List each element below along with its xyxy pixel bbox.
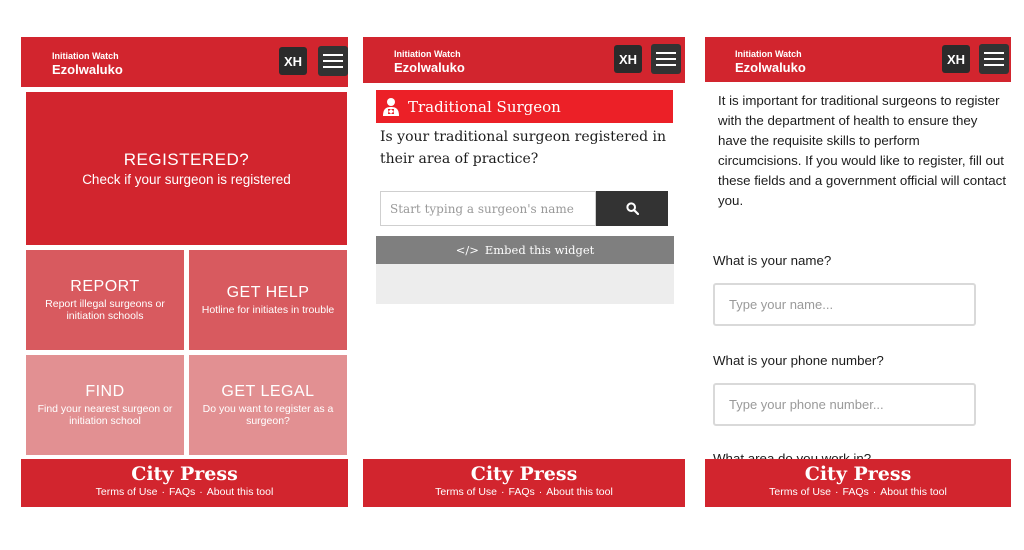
top-bar <box>363 37 685 83</box>
search-button[interactable] <box>596 191 668 226</box>
app-brand[interactable] <box>394 50 465 74</box>
brand-subtitle: Initiation Watch <box>394 49 461 59</box>
home-screen <box>21 37 348 507</box>
register-form-screen <box>705 37 1011 507</box>
city-press-logo[interactable]: City Press <box>131 463 238 485</box>
search-icon <box>626 202 639 215</box>
tile-subtitle: Find your nearest surgeon or initiation school <box>37 402 173 427</box>
phone-label: What is your phone number? <box>713 353 884 368</box>
get-help-tile[interactable] <box>189 250 347 350</box>
about-link[interactable]: About this tool <box>880 485 947 498</box>
top-bar <box>705 37 1011 82</box>
separator: · <box>835 485 839 498</box>
tile-title: REPORT <box>70 277 140 295</box>
brand-subtitle: Initiation Watch <box>735 49 802 59</box>
brand-title: Ezolwaluko <box>52 62 123 77</box>
tile-title: REGISTERED? <box>123 149 250 169</box>
footer <box>363 459 685 507</box>
separator: · <box>161 485 166 498</box>
surgeon-search-screen <box>363 37 685 507</box>
faqs-link[interactable]: FAQs <box>842 485 869 498</box>
language-button[interactable]: XH <box>942 45 970 73</box>
separator: · <box>199 485 203 498</box>
city-press-logo[interactable]: City Press <box>804 463 912 485</box>
surgeon-search-input[interactable]: Start typing a surgeon's name <box>380 191 596 226</box>
footer-links <box>21 486 348 498</box>
register-intro-text: It is important for traditional surgeons to register with the department of health to ensure they have the requisite skills to perform circumcisions. If you would like to register, fill out these fields and a government official will contact you. <box>718 93 1007 208</box>
tile-subtitle: Check if your surgeon is registered <box>82 171 291 187</box>
section-header <box>376 90 673 123</box>
get-legal-tile[interactable] <box>189 355 347 455</box>
question-text: Is your traditional surgeon registered in their area of practice? <box>380 129 667 167</box>
footer <box>705 459 1011 507</box>
terms-link[interactable]: Terms of Use <box>435 485 498 498</box>
app-brand[interactable] <box>52 52 123 76</box>
about-link[interactable]: About this tool <box>206 485 274 498</box>
name-label: What is your name? <box>713 253 832 268</box>
separator: · <box>872 485 877 498</box>
tile-subtitle: Report illegal surgeons or initiation schools <box>45 297 165 322</box>
language-button[interactable]: XH <box>614 45 642 73</box>
faqs-link[interactable]: FAQs <box>169 485 196 498</box>
tile-subtitle: Do you want to register as a surgeon? <box>202 402 334 427</box>
terms-link[interactable]: Terms of Use <box>95 485 158 498</box>
hamburger-menu-icon[interactable] <box>318 46 348 76</box>
footer-links <box>363 486 685 498</box>
app-brand[interactable] <box>735 50 806 74</box>
language-button[interactable]: XH <box>279 47 307 75</box>
city-press-logo[interactable]: City Press <box>470 463 578 485</box>
registered-tile[interactable] <box>26 92 347 245</box>
footer <box>21 459 348 507</box>
phone-field[interactable]: Type your phone number... <box>713 383 976 426</box>
report-tile[interactable] <box>26 250 184 350</box>
tile-subtitle: Hotline for initiates in trouble <box>201 303 335 316</box>
brand-subtitle: Initiation Watch <box>52 51 119 61</box>
name-field[interactable]: Type your name... <box>713 283 976 326</box>
hamburger-menu-icon[interactable] <box>651 44 681 74</box>
find-tile[interactable] <box>26 355 184 455</box>
faqs-link[interactable]: FAQs <box>508 485 535 498</box>
footer-links <box>705 486 1011 498</box>
about-link[interactable]: About this tool <box>546 485 613 498</box>
code-icon: </> <box>455 243 479 257</box>
hamburger-menu-icon[interactable] <box>979 44 1009 74</box>
separator: · <box>538 485 543 498</box>
brand-title: Ezolwaluko <box>394 60 465 75</box>
embed-label: Embed this widget <box>484 243 595 257</box>
tile-title: FIND <box>85 382 125 400</box>
top-bar <box>21 37 348 87</box>
brand-title: Ezolwaluko <box>735 60 806 75</box>
embed-widget-button[interactable] <box>376 236 674 264</box>
tile-title: GET LEGAL <box>221 382 315 400</box>
embed-panel <box>376 264 674 304</box>
section-title: Traditional Surgeon <box>408 97 561 116</box>
separator: · <box>501 485 505 498</box>
surgeon-icon <box>382 97 400 117</box>
terms-link[interactable]: Terms of Use <box>769 485 832 498</box>
tile-title: GET HELP <box>226 283 310 301</box>
